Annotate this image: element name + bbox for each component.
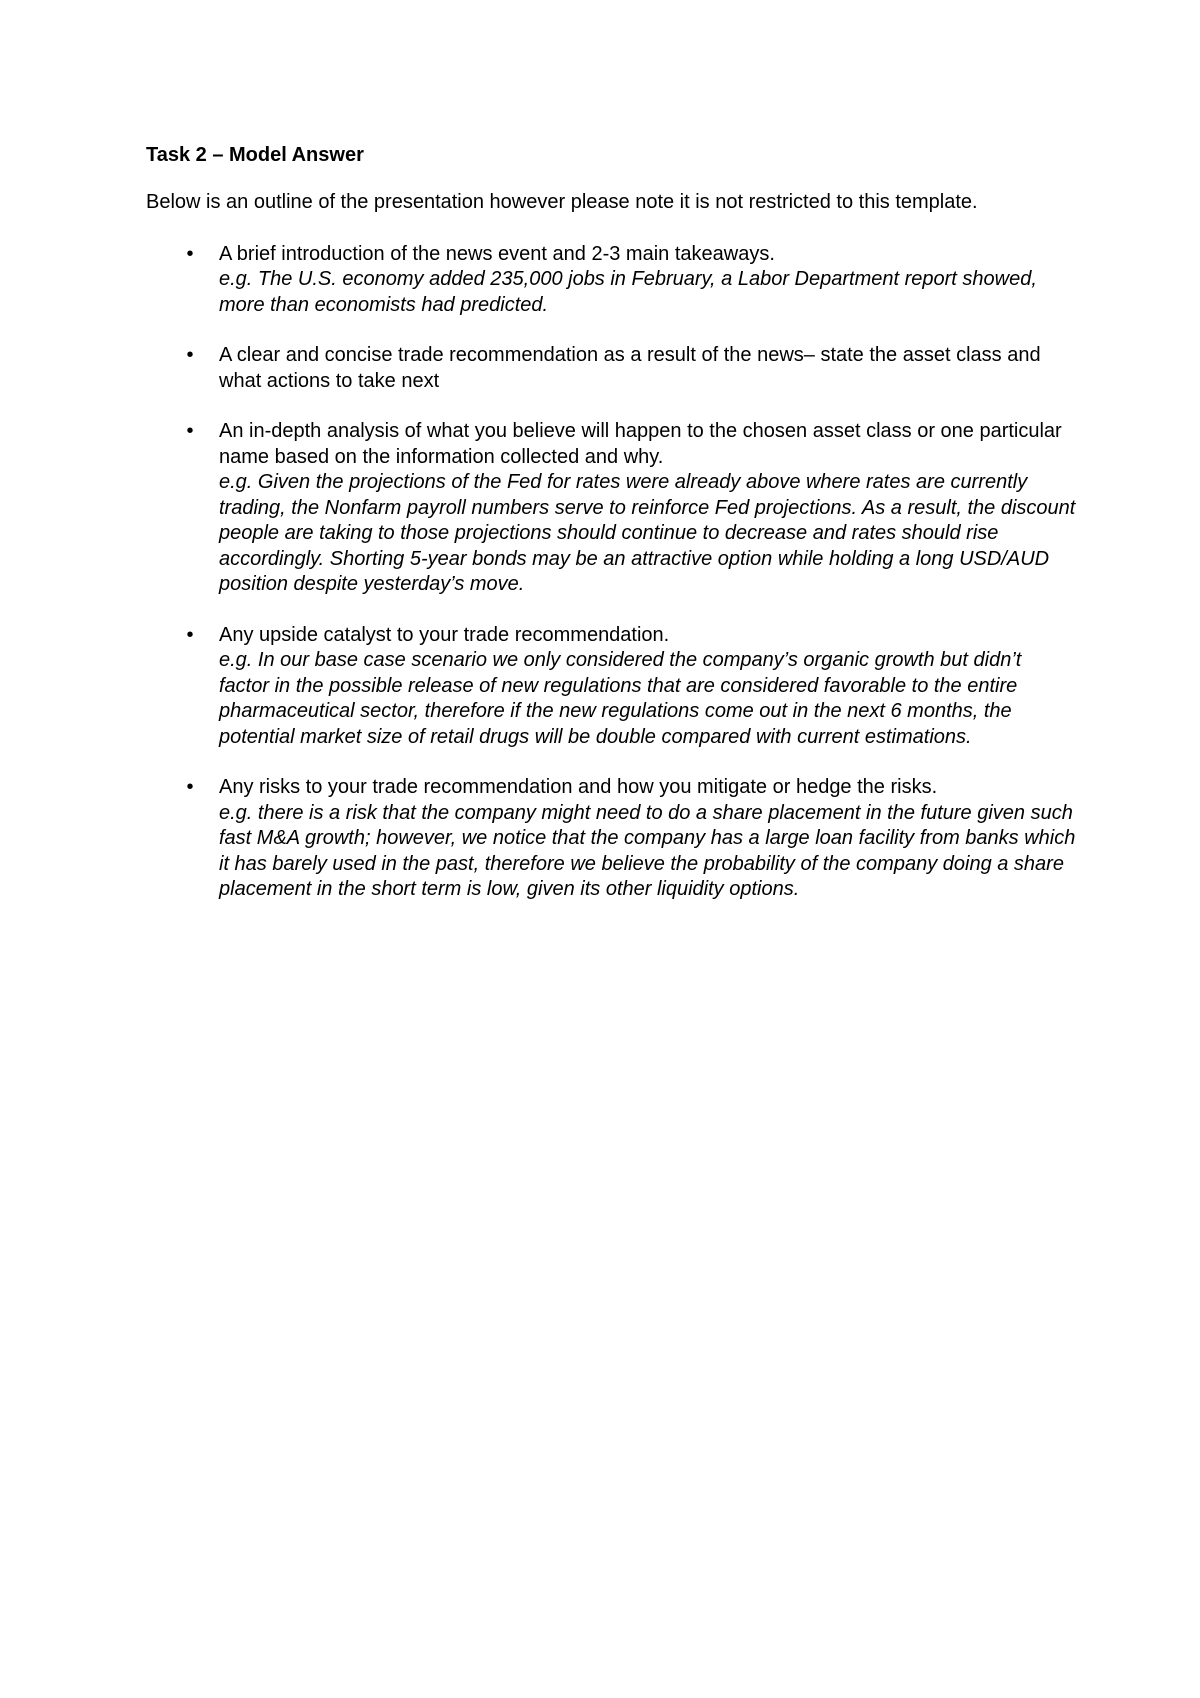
bullet-icon: •: [186, 420, 194, 442]
intro-paragraph: Below is an outline of the presentation however please note it is not restricted to this template.: [146, 191, 978, 213]
bullet-main-text: An in-depth analysis of what you believe will happen to the chosen asset class or one particular name based on the information collected and why.: [219, 420, 1062, 468]
bullet-icon: •: [186, 344, 194, 366]
bullet-icon: •: [186, 776, 194, 798]
bullet-list: [146, 242, 1076, 903]
bullet-item-recommendation: [146, 343, 1076, 394]
bullet-main-text: A clear and concise trade recommendation as a result of the news– state the asset class and what actions to take next: [219, 344, 1041, 392]
bullet-example-text: e.g. In our base case scenario we only considered the company’s organic growth but didn’t factor in the possible release of new regulations that are considered favorable to the entire pharmaceutical sector, therefore if the new regulations come out in the next 6 months, the potential market size of retail drugs will be double compared with current estimations.: [219, 649, 1022, 748]
bullet-example-text: e.g. there is a risk that the company might need to do a share placement in the future given such fast M&A growth; however, we notice that the company has a large loan facility from banks which it has barely used in the past, therefore we believe the probability of the company doing a share placement in the short term is low, given its other liquidity options.: [219, 801, 1076, 900]
document-body: [146, 143, 1076, 928]
bullet-main-text: A brief introduction of the news event and 2-3 main takeaways.: [219, 242, 775, 265]
document-title: Task 2 – Model Answer: [146, 144, 364, 166]
bullet-item-risks: [146, 775, 1076, 903]
bullet-main-text: Any risks to your trade recommendation and how you mitigate or hedge the risks.: [219, 776, 938, 798]
bullet-item-upside-catalyst: [146, 623, 1076, 751]
bullet-icon: •: [186, 242, 194, 265]
bullet-example-text: e.g. The U.S. economy added 235,000 jobs in February, a Labor Department report showed, more than economists had predicted.: [219, 268, 1037, 316]
bullet-icon: •: [186, 623, 194, 646]
bullet-main-text: Any upside catalyst to your trade recommendation.: [219, 623, 670, 646]
bullet-item-analysis: [146, 419, 1076, 598]
bullet-item-intro: [146, 242, 1076, 319]
bullet-example-text: e.g. Given the projections of the Fed for rates were already above where rates are currently trading, the Nonfarm payroll numbers serve to reinforce Fed projections. As a result, the discount people are taking to those projections should continue to decrease and rates should rise accordingly. Shorting 5-year bonds may be an attractive option while holding a long USD/AUD position despite yesterday’s move.: [219, 471, 1076, 595]
